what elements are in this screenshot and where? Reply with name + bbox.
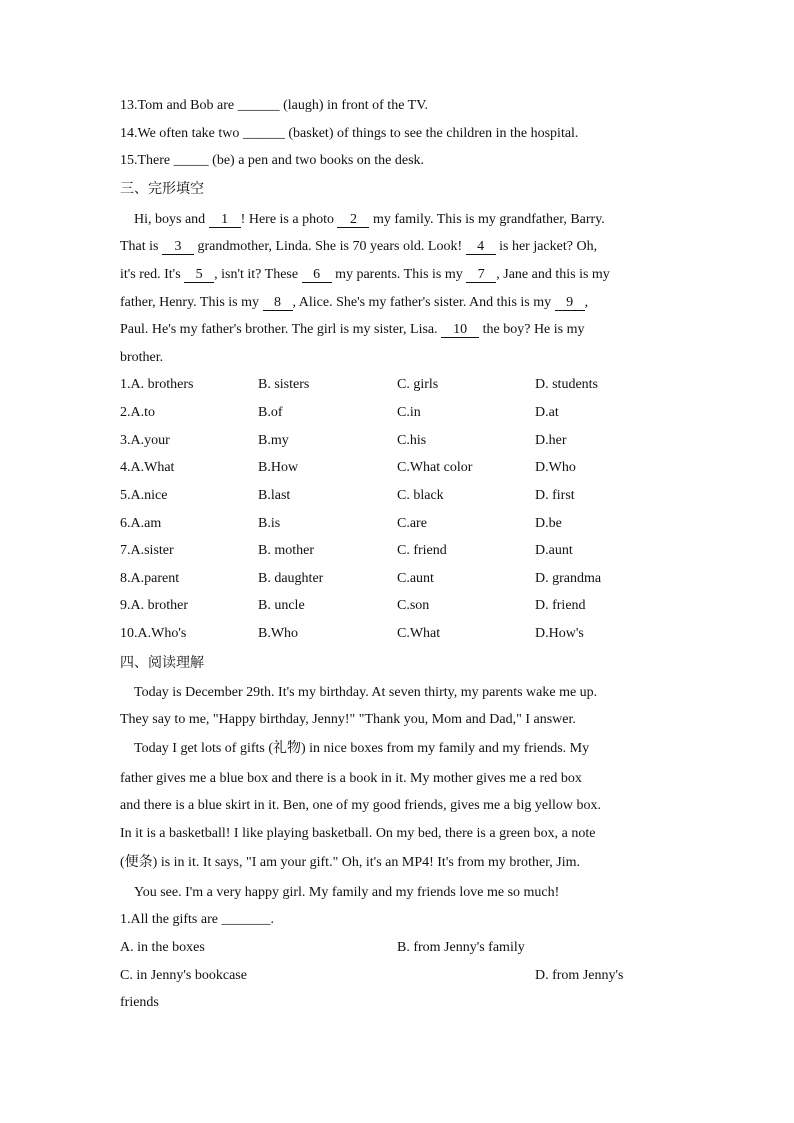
- question-13: [120, 97, 428, 115]
- cloze-blank-8: 8: [263, 295, 293, 311]
- question-text: (be) a pen and two books on the desk.: [208, 153, 425, 168]
- passage-text: ! Here is a photo: [240, 212, 338, 227]
- option-d: D.aunt: [535, 543, 573, 558]
- passage-text: my family. This is my grandfather, Barry.: [369, 212, 605, 227]
- option-c: C.aunt: [397, 571, 434, 586]
- option-d: D.Who: [535, 460, 576, 475]
- reading-question-1: [120, 911, 274, 929]
- reading-line-7: (便条) is in it. It says, "I am your gift." Oh, it's an MP4! It's from my brother, Jim.: [120, 855, 580, 870]
- reading-option-d: D. from Jenny's: [535, 968, 624, 983]
- passage-text: it's red. It's: [120, 267, 185, 282]
- option-c: C. girls: [397, 377, 439, 392]
- cloze-line-6: [120, 349, 163, 367]
- cloze-line-2: [120, 238, 597, 256]
- question-15: [120, 152, 424, 170]
- cloze-blank-1: 1: [209, 212, 241, 228]
- option-c: C. friend: [397, 543, 447, 558]
- option-c: C.his: [397, 433, 427, 448]
- option-d: D.How's: [535, 626, 584, 641]
- cloze-blank-7: 7: [466, 267, 496, 283]
- reading-option-a: A. in the boxes: [120, 940, 205, 955]
- question-text: (laugh) in front of the TV.: [279, 98, 429, 113]
- cloze-blank-9: 9: [555, 295, 585, 311]
- reading-line-6: In it is a basketball! I like playing basketball. On my bed, there is a green box, a note: [120, 826, 596, 841]
- option-d: D.her: [535, 433, 567, 448]
- option-b: B.Who: [258, 626, 299, 641]
- question-text: We often take two: [137, 126, 243, 141]
- option-b: B.last: [258, 488, 291, 503]
- option-d: D. friend: [535, 598, 586, 613]
- option-a: 7.A.sister: [120, 543, 174, 558]
- cloze-blank-2: 2: [337, 212, 369, 228]
- option-b: B.How: [258, 460, 299, 475]
- question-text: (basket) of things to see the children in the hospital.: [284, 126, 579, 141]
- option-a: 6.A.am: [120, 516, 162, 531]
- option-b: B.is: [258, 516, 281, 531]
- passage-text: , Jane and this is my: [496, 267, 610, 282]
- option-b: B. mother: [258, 543, 314, 558]
- passage-text: , Alice. She's my father's sister. And this is my: [292, 295, 555, 310]
- reading-option-c: C. in Jenny's bookcase: [120, 968, 247, 983]
- reading-option-b: B. from Jenny's family: [397, 940, 525, 955]
- passage-text: father, Henry. This is my: [120, 295, 263, 310]
- option-a: 4.A.What: [120, 460, 175, 475]
- question-number: 15.: [120, 153, 138, 168]
- option-d: D. first: [535, 488, 575, 503]
- option-b: B.my: [258, 433, 289, 448]
- option-c: C.What: [397, 626, 441, 641]
- question-stem: .: [270, 912, 274, 927]
- section-heading-reading: 四、阅读理解: [120, 655, 204, 671]
- passage-text: brother.: [120, 350, 164, 365]
- reading-line-4: father gives me a blue box and there is a book in it. My mother gives me a red box: [120, 771, 582, 786]
- reading-option-d-continued: friends: [120, 995, 159, 1010]
- option-d: D.be: [535, 516, 562, 531]
- passage-text: my parents. This is my: [331, 267, 467, 282]
- question-stem: 1.All the gifts are: [120, 912, 222, 927]
- cloze-line-4: [120, 294, 588, 312]
- option-a: 10.A.Who's: [120, 626, 187, 641]
- option-d: D. grandma: [535, 571, 602, 586]
- section-heading-cloze: 三、完形填空: [120, 181, 204, 197]
- question-text: There: [137, 153, 174, 168]
- passage-text: grandmother, Linda. She is 70 years old. Look!: [194, 239, 466, 254]
- answer-blank: ______: [242, 126, 285, 141]
- answer-blank: ______: [237, 98, 280, 113]
- option-c: C.son: [397, 598, 430, 613]
- cloze-line-3: [120, 266, 610, 284]
- passage-text: , isn't it? These: [214, 267, 302, 282]
- option-b: B.of: [258, 405, 283, 420]
- cloze-blank-5: 5: [184, 267, 214, 283]
- option-c: C.in: [397, 405, 421, 420]
- option-c: C. black: [397, 488, 444, 503]
- passage-text: ,: [584, 295, 589, 310]
- reading-line-1: Today is December 29th. It's my birthday. At seven thirty, my parents wake me up.: [134, 685, 598, 700]
- question-number: 13.: [120, 98, 138, 113]
- passage-text: Paul. He's my father's brother. The girl is my sister, Lisa.: [120, 322, 442, 337]
- option-a: 3.A.your: [120, 433, 170, 448]
- option-b: B. sisters: [258, 377, 310, 392]
- question-14: [120, 125, 578, 143]
- answer-blank: _______: [221, 912, 271, 927]
- cloze-line-1: [134, 211, 605, 229]
- cloze-line-5: [120, 321, 585, 339]
- passage-text: Hi, boys and: [134, 212, 209, 227]
- passage-text: the boy? He is my: [479, 322, 585, 337]
- option-a: 1.A. brothers: [120, 377, 194, 392]
- option-d: D.at: [535, 405, 559, 420]
- option-a: 9.A. brother: [120, 598, 189, 613]
- cloze-blank-3: 3: [162, 239, 194, 255]
- option-a: 5.A.nice: [120, 488, 168, 503]
- cloze-blank-6: 6: [302, 267, 332, 283]
- option-c: C.are: [397, 516, 427, 531]
- option-a: 2.A.to: [120, 405, 155, 420]
- reading-line-2: They say to me, "Happy birthday, Jenny!" "Thank you, Mom and Dad," I answer.: [120, 712, 576, 727]
- option-a: 8.A.parent: [120, 571, 180, 586]
- option-b: B. daughter: [258, 571, 324, 586]
- cloze-blank-10: 10: [441, 322, 479, 338]
- cloze-blank-4: 4: [466, 239, 496, 255]
- reading-line-8: You see. I'm a very happy girl. My family and my friends love me so much!: [134, 885, 560, 900]
- answer-blank: _____: [173, 153, 209, 168]
- option-d: D. students: [535, 377, 598, 392]
- option-b: B. uncle: [258, 598, 305, 613]
- option-c: C.What color: [397, 460, 473, 475]
- passage-text: That is: [120, 239, 162, 254]
- reading-line-5: and there is a blue skirt in it. Ben, one of my good friends, gives me a big yellow box.: [120, 798, 601, 813]
- question-text: Tom and Bob are: [137, 98, 238, 113]
- passage-text: is her jacket? Oh,: [495, 239, 598, 254]
- reading-line-3: Today I get lots of gifts (礼物) in nice boxes from my family and my friends. My: [134, 741, 590, 756]
- question-number: 14.: [120, 126, 138, 141]
